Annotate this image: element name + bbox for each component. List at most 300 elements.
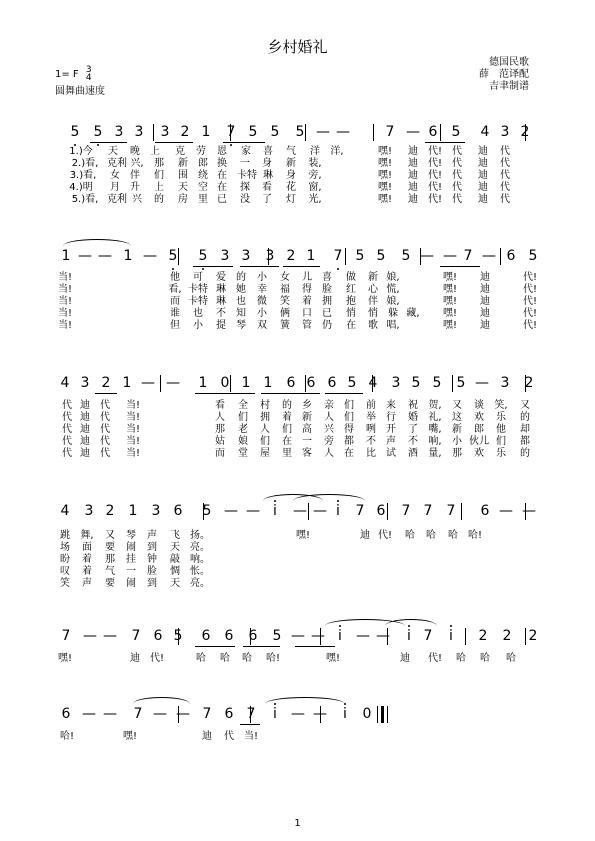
lyric-syllable: 身 [286,170,296,181]
note: 3 [80,375,90,391]
lyric-syllable: 代 [100,448,110,459]
staff-row [55,627,550,664]
lyric-syllable: 月 [110,182,120,193]
lyric-syllable: 迪 [480,296,490,307]
lyric-syllable: 舞, [80,530,94,541]
lyric-syllable: 嘿! [442,284,458,295]
lyric-line [55,158,550,170]
dash-extension: — [246,503,260,519]
lyric-syllable: 代! [427,158,443,169]
note: 7 [401,503,411,519]
lyric-syllable: 来 [386,400,396,411]
note: i [407,628,411,644]
lyric-syllable: 代! [522,320,538,331]
lyric-syllable: 迪 [360,530,370,541]
note: 1 [263,375,273,391]
lyric-syllable: 人 [260,424,270,435]
note: 5 [168,248,178,264]
lyric-syllable: 娘, [386,296,400,307]
lyric-syllable: 他 [170,272,180,283]
lyric-syllable: 旁, [308,170,322,181]
lyric-syllable: 扬。 [190,530,210,541]
lyric-syllable: 当! [125,448,141,459]
lyric-syllable: 代 [452,158,462,169]
lyric-syllable: 当! [57,296,73,307]
eighth-underline [240,724,260,725]
barline [308,503,309,520]
lyric-syllable: 迪 [408,194,418,205]
lyric-syllable: 嘿! [442,272,458,283]
lyric-syllable: 看, [168,284,182,295]
note: 2 [286,248,296,264]
lyric-syllable: 的 [520,412,530,423]
lyric-syllable: 代! [427,182,443,193]
note: 6 [286,375,296,391]
lyric-syllable: 里 [198,194,208,205]
eighth-underline [95,393,117,394]
staff-row [55,247,550,331]
lyric-syllable: 代 [62,400,72,411]
lyric-syllable: 迪 [400,653,410,664]
key-label: 1= F [55,69,79,80]
lyric-syllable: 嘿! [377,170,393,181]
slur [133,697,190,704]
lyric-syllable: 新 [302,412,312,423]
slur [385,619,437,626]
song-title: 乡村婚礼 [267,38,328,56]
barline [525,628,526,645]
note: 5 [248,124,258,140]
lyric-syllable: 迪 [80,448,90,459]
note: 1 [128,503,138,519]
lyric-syllable: 花 [286,182,296,193]
lyric-syllable: 嘿! [122,731,138,742]
note: 7 [463,248,473,264]
lyric-syllable: 上 [154,182,164,193]
lyric-syllable: 祝 [408,400,418,411]
barline [500,248,501,265]
lyric-syllable: 开 [386,424,396,435]
lyric-syllable: 仍 [322,320,332,331]
lyric-syllable: 郎 [474,424,484,435]
barline [153,124,154,141]
lyric-syllable: 老 [238,424,248,435]
lyric-syllable: 婚 [408,412,418,423]
lyric-syllable: 迪 [80,424,90,435]
lyric-line [55,412,550,424]
lyric-syllable: 迪 [130,653,140,664]
lyric-syllable: 着 [82,566,92,577]
note: 1 [123,248,133,264]
lyric-syllable: 迪 [478,194,488,205]
lyric-syllable: 喜 [263,146,273,157]
lyric-syllable: 已 [217,194,227,205]
note: i [343,706,347,722]
staff-row [55,123,550,205]
note: 2 [101,375,111,391]
note: 0 [220,375,230,391]
eighth-underline [155,142,193,143]
lyric-syllable: 哈 [506,653,516,664]
lyric-syllable: 们 [344,400,354,411]
note: 1 [241,375,251,391]
lyric-syllable: 笑, [494,400,508,411]
note: 6 [248,628,258,644]
lyric-syllable: 歌 [368,320,378,331]
lyric-syllable: 礼, [428,412,442,423]
lyric-syllable: 不 [216,308,226,319]
lyric-syllable: 迪 [80,400,90,411]
lyric-syllable: 在 [217,182,227,193]
lyric-syllable: 女 [110,170,120,181]
lyric-syllable: 当! [125,424,141,435]
barline [373,124,374,141]
note: 2 [105,503,115,519]
lyric-syllable: 气 [286,146,296,157]
note: 1 [306,248,316,264]
note: 5 [270,124,280,140]
lyric-syllable: 而 [215,448,225,459]
lyric-syllable: 姑 [215,436,225,447]
note: 3 [114,124,124,140]
note: 2 [528,628,538,644]
lyric-syllable: 都 [520,436,530,447]
lyric-syllable: 卡特 [188,296,208,307]
lyric-syllable: 嘿! [325,653,341,664]
staff-row [55,374,550,459]
lyric-syllable: 俩 [280,308,290,319]
lyric-syllable: 洋 [310,146,320,157]
eighth-underline [195,393,255,394]
lyric-syllable: 亮。 [190,542,210,553]
note: 7 [202,706,212,722]
lyric-syllable: 代 [100,400,110,411]
lyric-syllable: 乡 [302,400,312,411]
note: 1 [122,375,132,391]
lyric-line [55,194,550,206]
note: 2 [524,375,534,391]
lyric-syllable: 管 [302,320,312,331]
note: 6 [428,124,438,140]
lyric-syllable: 新 [452,424,462,435]
lyric-syllable: 面 [82,542,92,553]
lyric-line [55,424,550,436]
lyric-syllable: 不 [408,436,418,447]
lyric-syllable: 在 [346,320,356,331]
note: 5 [173,628,183,644]
lyric-syllable: 代 [100,436,110,447]
lyric-syllable: 谁 [170,308,180,319]
note: 7 [423,628,433,644]
lyric-syllable: 堂 [238,448,248,459]
note: 2 [180,124,190,140]
lyric-syllable: 哈 [426,530,436,541]
eighth-underline [223,142,265,143]
lyric-syllable: 琴 [236,320,246,331]
lyric-syllable: 琳 [216,284,226,295]
note: 6 [61,706,71,722]
dash-extension: — [499,503,513,519]
note: 3 [500,375,510,391]
lyric-syllable: 当! [125,400,141,411]
lyric-syllable: 响。 [190,554,210,565]
final-barline-thin [377,706,378,723]
lyric-syllable: 要 [105,578,115,589]
lyric-syllable: 当! [57,308,73,319]
dash-extension: — [291,706,305,722]
credit-origin: 德国民歌 [489,57,529,68]
dash-extension: — [103,628,117,644]
low-octave-dot [202,268,204,270]
note: 6 [327,375,337,391]
lyric-syllable: 哈 [220,653,230,664]
dash-extension: — [316,124,330,140]
lyric-syllable: 代! [522,296,538,307]
note: 7 [355,503,365,519]
lyric-syllable: 天 [178,182,188,193]
lyric-syllable: 代 [224,731,234,742]
lyric-syllable: 兴, [130,158,144,169]
lyric-syllable: 声 [82,578,92,589]
lyric-syllable: 笑 [280,296,290,307]
lyric-syllable: 哈! [467,530,483,541]
dash-extension: — [224,503,238,519]
staff-row [55,502,550,589]
note: 6 [201,628,211,644]
lyric-syllable: 悄 [346,308,356,319]
lyric-syllable: 亮。 [190,578,210,589]
note: 5 [202,503,212,519]
lyric-syllable: 抱 [346,296,356,307]
lyric-syllable: 探 [240,182,250,193]
lyric-syllable: 着 [82,554,92,565]
lyric-syllable: 人 [324,412,334,423]
lyric-syllable: 乐 [496,448,506,459]
lyric-syllable: 没 [240,194,250,205]
note: 3 [151,503,161,519]
note: i [273,706,277,722]
lyric-syllable: 在 [344,448,354,459]
note: 1 [201,124,211,140]
lyric-syllable: 们 [496,436,506,447]
lyric-syllable: 灯 [286,194,296,205]
eighth-underline [325,393,363,394]
note: 4 [368,375,378,391]
lyric-line [55,566,550,578]
note: i [338,628,342,644]
lyric-syllable: 当! [243,731,259,742]
low-octave-dot [337,268,339,270]
lyric-line [55,653,550,665]
lyric-syllable: 心 [368,284,378,295]
lyric-line [55,308,550,320]
dash-extension: — [166,375,180,391]
lyric-syllable: 劳 [196,146,206,157]
dash-extension: — [82,706,96,722]
note: 1 [198,375,208,391]
note: 6 [376,503,386,519]
lyric-syllable: 迪 [480,284,490,295]
barline [230,375,231,392]
lyric-syllable: 伙儿 [469,436,489,447]
lyric-syllable: 但 [170,320,180,331]
lyric-syllable: 笑 [60,578,70,589]
final-barline-thick [381,706,384,723]
high-octave-dot [450,625,452,627]
lyric-syllable: 敲 [170,554,180,565]
lyric-syllable: 乐 [496,412,506,423]
lyric-syllable: 福 [280,284,290,295]
page-number: 1 [294,818,301,829]
lyric-syllable: 簧 [280,320,290,331]
lyric-syllable: 高 [302,424,312,435]
lyric-syllable: 哈 [480,653,490,664]
note: 3 [160,124,170,140]
lyric-line [55,542,550,554]
lyric-line [55,146,550,158]
lyric-syllable: 代 [452,194,462,205]
lyric-syllable: 贺, [428,400,442,411]
lyric-syllable: 当! [57,272,73,283]
note: 6 [480,503,490,519]
dash-extension: — [475,375,489,391]
note: 7 [333,248,343,264]
lyric-syllable: 唱, [386,320,400,331]
lyric-syllable: 卡特 [188,284,208,295]
lyric-syllable: 迪 [480,272,490,283]
lyric-syllable: 代! [149,653,165,664]
lyric-syllable: 身 [262,158,272,169]
lyric-syllable: 闹 [126,578,136,589]
lyric-syllable: 3.)看, [69,170,97,181]
time-bottom: 4 [85,73,92,83]
note: 5 [376,248,386,264]
barline [465,628,466,645]
lyric-syllable: 提 [216,320,226,331]
lyric-syllable: 到 [147,542,157,553]
lyric-syllable: 当! [125,436,141,447]
note: 5 [93,124,103,140]
lyric-syllable: 知 [236,308,246,319]
note: 7 [133,706,143,722]
lyric-syllable: 躲 [388,308,398,319]
lyric-line [55,320,550,332]
note: 5 [528,248,538,264]
lyric-line [55,272,550,284]
note: 5 [198,248,208,264]
lyric-syllable: 嘿! [442,296,458,307]
lyric-syllable: 代! [427,194,443,205]
lyric-syllable: 声 [386,436,396,447]
lyric-syllable: 晚 [130,146,140,157]
lyric-syllable: 代 [100,412,110,423]
note: 5 [355,248,365,264]
lyric-syllable: 新 [286,158,296,169]
note: 5 [432,375,442,391]
lyric-syllable: 脸 [147,566,157,577]
note: 5 [411,375,421,391]
note: 6 [173,503,183,519]
lyric-syllable: 哈! [59,731,75,742]
lyric-syllable: 新 [368,272,378,283]
lyric-syllable: 迪 [202,731,212,742]
eighth-underline [90,142,127,143]
lyric-syllable: 琴 [126,530,136,541]
dash-extension: — [311,628,325,644]
key-signature [55,66,92,82]
lyric-syllable: 迪 [408,182,418,193]
lyric-syllable: 们 [154,170,164,181]
credit-translator: 薛 范译配 [479,69,529,80]
lyric-syllable: 代 [500,194,510,205]
dash-extension: — [103,706,117,722]
lyric-syllable: 1.)今 [69,146,93,157]
dash-extension: — [336,124,350,140]
lyric-syllable: 5.)看, [71,194,99,205]
lyric-line [55,170,550,182]
eighth-underline [240,266,279,267]
lyric-syllable: 哈! [265,653,281,664]
tempo-marking: 圆舞曲速度 [55,86,105,97]
staff-row [55,705,550,742]
lyric-syllable: 哈 [405,530,415,541]
slur [293,494,365,501]
lyric-syllable: 拥 [260,412,270,423]
lyric-line [55,284,550,296]
note: 2 [502,628,512,644]
lyric-syllable: 幸 [257,284,267,295]
eighth-underline [261,393,320,394]
dash-extension: — [143,248,157,264]
lyric-syllable: 嘿! [442,308,458,319]
lyric-syllable: 装, [308,158,322,169]
credit-engraver: 吉聿制谱 [489,81,529,92]
barline [345,248,346,265]
note: 6 [224,628,234,644]
note: 5 [451,124,461,140]
time-top: 3 [85,65,92,75]
lyric-syllable: 伴 [368,296,378,307]
lyric-syllable: 绕 [198,170,208,181]
lyric-syllable: 那 [452,448,462,459]
lyric-syllable: 这 [452,412,462,423]
eighth-underline [283,266,320,267]
note: 0 [362,706,372,722]
note: 7 [131,628,141,644]
eighth-underline [295,646,335,647]
lyric-syllable: 们 [238,412,248,423]
lyric-syllable: 兴 [324,424,334,435]
lyric-syllable: 又 [105,530,115,541]
note: 7 [446,503,456,519]
time-signature [86,66,92,82]
lyric-syllable: 代! [522,284,538,295]
lyric-syllable: 代 [62,424,72,435]
lyric-syllable: 着 [282,412,292,423]
lyric-line [55,554,550,566]
lyric-syllable: 不 [366,436,376,447]
lyric-syllable: 代 [100,424,110,435]
lyric-syllable: 哈 [456,653,466,664]
lyric-syllable: 一 [240,158,250,169]
barline [452,375,453,392]
lyric-syllable: 们 [344,412,354,423]
note: 3 [391,375,401,391]
eighth-underline [193,266,233,267]
lyric-syllable: 兴 [132,194,142,205]
lyric-syllable: 4.)明 [69,182,93,193]
slur [265,697,345,704]
